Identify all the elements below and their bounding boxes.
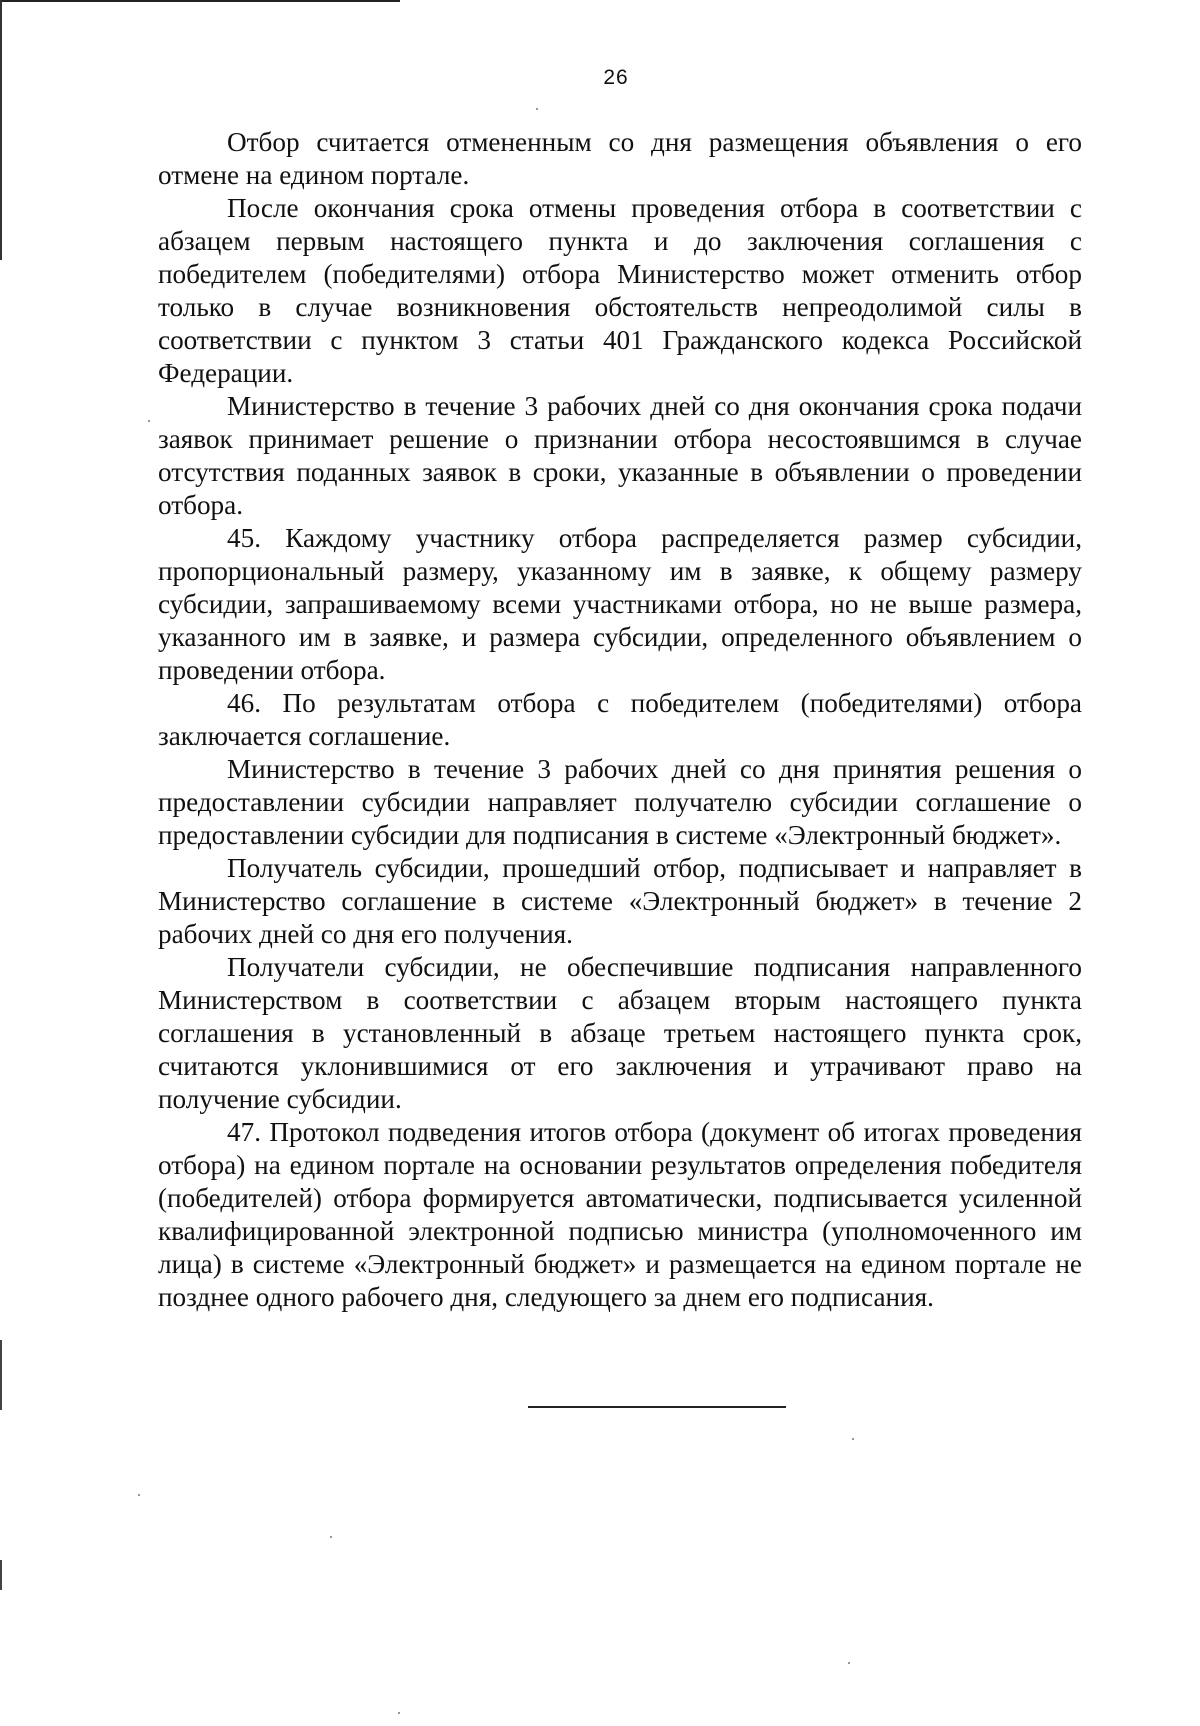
scan-speck xyxy=(536,108,538,110)
paragraph-item-46: 46. По результатам отбора с победителем (победителями) отбора заключается соглашение. xyxy=(158,688,1082,751)
page-number: 26 xyxy=(603,66,629,89)
scan-speck xyxy=(848,1662,850,1664)
document-body xyxy=(158,126,1082,1314)
paragraph: Отбор считается отмененным со дня размещения объявления о его отмене на едином портале. xyxy=(158,127,1082,190)
scan-edge-line-top xyxy=(0,0,400,2)
paragraph: Министерство в течение 3 рабочих дней со дня окончания срока подачи заявок принимает решение о признании отбора несостоявшимся в случае отсутствия поданных заявок в сроки, указанные в объявлении о проведении отбора. xyxy=(158,391,1082,520)
end-of-text-rule xyxy=(528,1406,786,1408)
scan-speck xyxy=(398,1712,400,1714)
scan-speck xyxy=(138,1494,140,1496)
scan-speck xyxy=(148,420,150,422)
paragraph-item-47: 47. Протокол подведения итогов отбора (документ об итогах проведения отбора) на едином портале на основании результатов определения победителя (победителей) отбора формируется автоматически, подписывается усиленной квалифицированной электронной подписью министра (уполномоченного им лица) в системе «Электронный бюджет» и размещается на едином портале не позднее одного рабочего дня, следующего за днем его подписания. xyxy=(158,1117,1082,1312)
paragraph: После окончания срока отмены проведения отбора в соответствии с абзацем первым настоящего пункта и до заключения соглашения с победителем (победителями) отбора Министерство может отменить отбор только в случае возникновения обстоятельств непреодолимой силы в соответствии с пунктом 3 статьи 401 Гражданского кодекса Российской Федерации. xyxy=(158,193,1082,388)
paragraph-item-45: 45. Каждому участнику отбора распределяется размер субсидии, пропорциональный размеру, указанному им в заявке, к общему размеру субсидии, запрашиваемому всеми участниками отбора, но не выше размера, указанного им в заявке, и размера субсидии, определенного объявлением о проведении отбора. xyxy=(158,523,1082,685)
scan-edge-mark xyxy=(0,1560,2,1590)
scan-speck xyxy=(330,1536,332,1538)
scan-edge-mark xyxy=(0,1340,2,1410)
scan-edge-line-left xyxy=(0,0,2,260)
scan-speck xyxy=(852,1438,854,1440)
paragraph: Получатели субсидии, не обеспечившие подписания направленного Министерством в соответствии с абзацем вторым настоящего пункта соглашения в установленный в абзаце третьем настоящего пункта срок, считаются уклонившимися от его заключения и утрачивают право на получение субсидии. xyxy=(158,952,1082,1114)
paragraph: Министерство в течение 3 рабочих дней со дня принятия решения о предоставлении субсидии направляет получателю субсидии соглашение о предоставлении субсидии для подписания в системе «Электронный бюджет». xyxy=(158,754,1082,850)
paragraph: Получатель субсидии, прошедший отбор, подписывает и направляет в Министерство соглашение в системе «Электронный бюджет» в течение 2 рабочих дней со дня его получения. xyxy=(158,853,1082,949)
